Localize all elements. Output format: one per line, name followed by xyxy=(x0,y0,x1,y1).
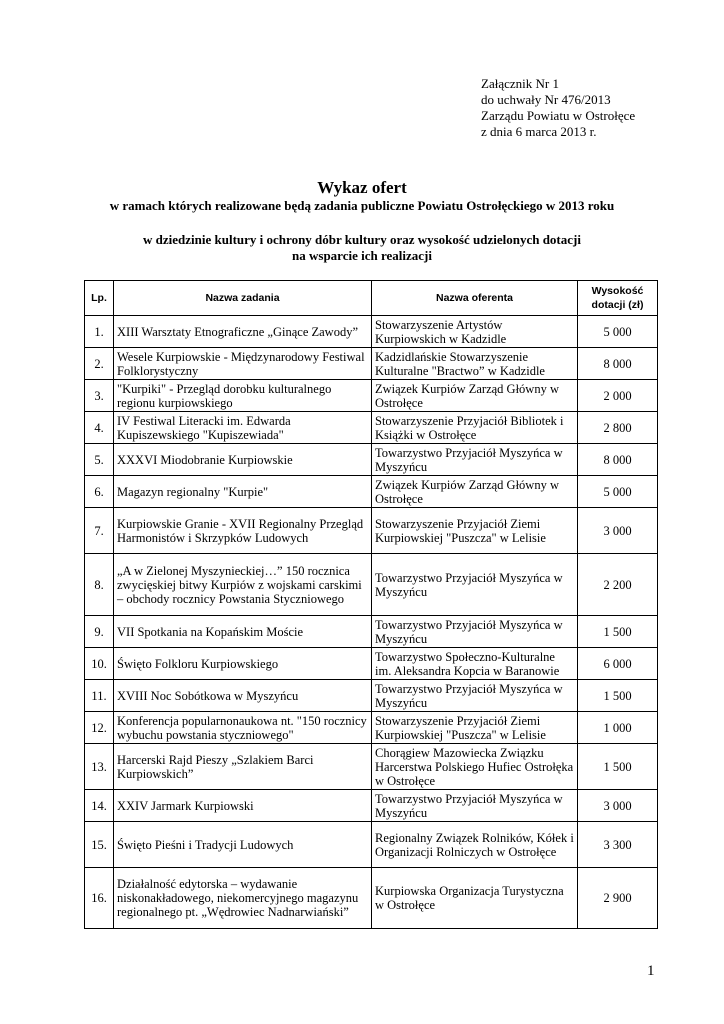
cell-offerer-name: Towarzystwo Przyjaciół Myszyńca w Myszyńcu xyxy=(372,790,578,822)
cell-task-name: Święto Pieśni i Tradycji Ludowych xyxy=(114,822,372,868)
cell-amount: 1 500 xyxy=(578,680,658,712)
table-row xyxy=(85,348,658,380)
table-header-row xyxy=(85,281,658,316)
page-number: 1 xyxy=(647,963,655,979)
header-lp: Lp. xyxy=(85,281,114,316)
cell-lp: 4. xyxy=(85,412,114,444)
cell-task-name: "Kurpiki" - Przegląd dorobku kulturalnego regionu kurpiowskiego xyxy=(114,380,372,412)
cell-task-name: XXIV Jarmark Kurpiowski xyxy=(114,790,372,822)
offers-table xyxy=(84,280,658,929)
cell-offerer-name: Regionalny Związek Rolników, Kółek i Organizacji Rolniczych w Ostrołęce xyxy=(372,822,578,868)
table-row xyxy=(85,444,658,476)
domain-description xyxy=(0,232,724,264)
cell-task-name: XVIII Noc Sobótkowa w Myszyńcu xyxy=(114,680,372,712)
document-subtitle: w ramach których realizowane będą zadania publiczne Powiatu Ostrołęckiego w 2013 roku xyxy=(109,198,615,213)
header-task-name: Nazwa zadania xyxy=(114,281,372,316)
cell-amount: 1 500 xyxy=(578,616,658,648)
cell-lp: 8. xyxy=(85,554,114,616)
cell-lp: 14. xyxy=(85,790,114,822)
cell-amount: 5 000 xyxy=(578,316,658,348)
cell-offerer-name: Stowarzyszenie Artystów Kurpiowskich w Kadzidle xyxy=(372,316,578,348)
cell-offerer-name: Stowarzyszenie Przyjaciół Ziemi Kurpiowskiej "Puszcza" w Lelisie xyxy=(372,508,578,554)
annex-line: Załącznik Nr 1 xyxy=(481,76,559,91)
cell-amount: 2 000 xyxy=(578,380,658,412)
cell-amount: 6 000 xyxy=(578,648,658,680)
document-title: Wykaz ofert xyxy=(317,178,407,197)
cell-task-name: XXXVI Miodobranie Kurpiowskie xyxy=(114,444,372,476)
annex-line: Zarządu Powiatu w Ostrołęce xyxy=(481,108,636,123)
table-row xyxy=(85,476,658,508)
table-row xyxy=(85,712,658,744)
header-amount xyxy=(578,281,658,316)
cell-lp: 2. xyxy=(85,348,114,380)
table-row xyxy=(85,380,658,412)
cell-offerer-name: Towarzystwo Przyjaciół Myszyńca w Myszyńcu xyxy=(372,554,578,616)
annex-note xyxy=(481,76,635,140)
cell-amount: 2 200 xyxy=(578,554,658,616)
cell-lp: 12. xyxy=(85,712,114,744)
domain-line: w dziedzinie kultury i ochrony dóbr kultury oraz wysokość udzielonych dotacji xyxy=(143,232,581,247)
cell-lp: 3. xyxy=(85,380,114,412)
cell-amount: 3 300 xyxy=(578,822,658,868)
cell-task-name: Magazyn regionalny "Kurpie" xyxy=(114,476,372,508)
table-row xyxy=(85,822,658,868)
cell-amount: 1 500 xyxy=(578,744,658,790)
cell-lp: 6. xyxy=(85,476,114,508)
cell-task-name: Konferencja popularnonaukowa nt. "150 rocznicy wybuchu powstania styczniowego" xyxy=(114,712,372,744)
cell-offerer-name: Stowarzyszenie Przyjaciół Bibliotek i Książki w Ostrołęce xyxy=(372,412,578,444)
cell-offerer-name: Związek Kurpiów Zarząd Główny w Ostrołęce xyxy=(372,380,578,412)
cell-offerer-name: Kurpiowska Organizacja Turystyczna w Ostrołęce xyxy=(372,868,578,929)
cell-offerer-name: Towarzystwo Przyjaciół Myszyńca w Myszyńcu xyxy=(372,444,578,476)
cell-task-name: „A w Zielonej Myszynieckiej…” 150 rocznica zwycięskiej bitwy Kurpiów z wojskami carskimi – obchody rocznicy Powstania Styczniowego xyxy=(114,554,372,616)
cell-task-name: Harcerski Rajd Pieszy „Szlakiem Barci Kurpiowskich” xyxy=(114,744,372,790)
cell-task-name: VII Spotkania na Kopańskim Moście xyxy=(114,616,372,648)
cell-offerer-name: Chorągiew Mazowiecka Związku Harcerstwa Polskiego Hufiec Ostrołęka w Ostrołęce xyxy=(372,744,578,790)
cell-amount: 8 000 xyxy=(578,348,658,380)
cell-offerer-name: Stowarzyszenie Przyjaciół Ziemi Kurpiowskiej "Puszcza" w Lelisie xyxy=(372,712,578,744)
cell-offerer-name: Towarzystwo Przyjaciół Myszyńca w Myszyńcu xyxy=(372,616,578,648)
table-row xyxy=(85,648,658,680)
header-amount-line: dotacji (zł) xyxy=(591,299,644,311)
cell-amount: 3 000 xyxy=(578,790,658,822)
cell-lp: 11. xyxy=(85,680,114,712)
table-row xyxy=(85,412,658,444)
domain-line: na wsparcie ich realizacji xyxy=(292,248,432,263)
table-row xyxy=(85,508,658,554)
cell-offerer-name: Towarzystwo Społeczno-Kulturalne im. Aleksandra Kopcia w Baranowie xyxy=(372,648,578,680)
annex-line: do uchwały Nr 476/2013 xyxy=(481,92,611,107)
table-row xyxy=(85,616,658,648)
header-amount-line: Wysokość xyxy=(591,285,644,297)
cell-lp: 16. xyxy=(85,868,114,929)
cell-offerer-name: Towarzystwo Przyjaciół Myszyńca w Myszyńcu xyxy=(372,680,578,712)
cell-amount: 3 000 xyxy=(578,508,658,554)
cell-amount: 5 000 xyxy=(578,476,658,508)
cell-amount: 2 800 xyxy=(578,412,658,444)
cell-task-name: XIII Warsztaty Etnograficzne „Ginące Zawody” xyxy=(114,316,372,348)
annex-line: z dnia 6 marca 2013 r. xyxy=(481,124,597,139)
cell-task-name: IV Festiwal Literacki im. Edwarda Kupiszewskiego "Kupiszewiada" xyxy=(114,412,372,444)
table-row xyxy=(85,744,658,790)
table-row xyxy=(85,554,658,616)
cell-task-name: Święto Folkloru Kurpiowskiego xyxy=(114,648,372,680)
table-row xyxy=(85,680,658,712)
cell-amount: 2 900 xyxy=(578,868,658,929)
cell-lp: 15. xyxy=(85,822,114,868)
cell-amount: 1 000 xyxy=(578,712,658,744)
cell-amount: 8 000 xyxy=(578,444,658,476)
table-row xyxy=(85,316,658,348)
cell-offerer-name: Kadzidlańskie Stowarzyszenie Kulturalne "Bractwo” w Kadzidle xyxy=(372,348,578,380)
cell-lp: 7. xyxy=(85,508,114,554)
cell-task-name: Działalność edytorska – wydawanie niskonakładowego, niekomercyjnego magazynu regionalnego pt. „Wędrowiec Nadnarwiański” xyxy=(114,868,372,929)
cell-task-name: Kurpiowskie Granie - XVII Regionalny Przegląd Harmonistów i Skrzypków Ludowych xyxy=(114,508,372,554)
cell-lp: 1. xyxy=(85,316,114,348)
cell-lp: 5. xyxy=(85,444,114,476)
cell-offerer-name: Związek Kurpiów Zarząd Główny w Ostrołęce xyxy=(372,476,578,508)
header-offerer-name: Nazwa oferenta xyxy=(372,281,578,316)
table-row xyxy=(85,790,658,822)
cell-lp: 10. xyxy=(85,648,114,680)
cell-lp: 13. xyxy=(85,744,114,790)
cell-lp: 9. xyxy=(85,616,114,648)
table-row xyxy=(85,868,658,929)
cell-task-name: Wesele Kurpiowskie - Międzynarodowy Festiwal Folklorystyczny xyxy=(114,348,372,380)
